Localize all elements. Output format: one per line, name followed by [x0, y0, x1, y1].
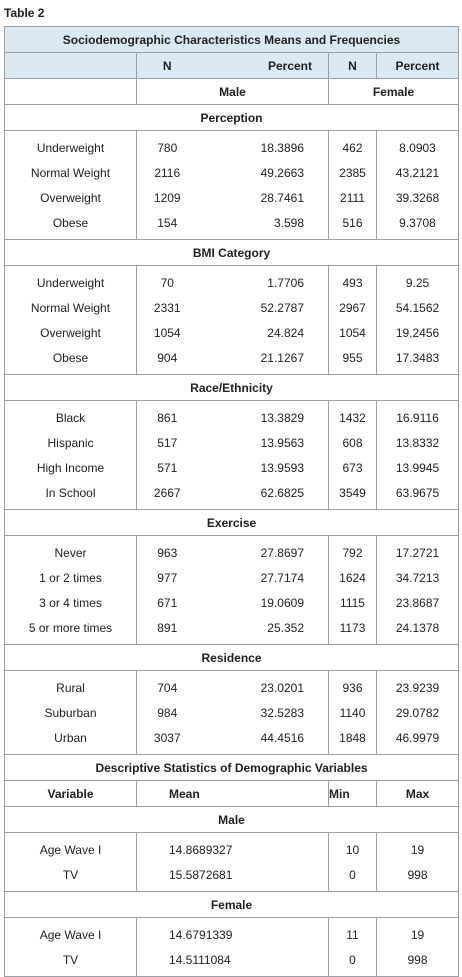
- male-percent-cell: 3.598: [198, 210, 329, 240]
- female-n-cell: 2111: [329, 185, 377, 210]
- table-row: [5, 725, 459, 755]
- male-n-cell: 984: [137, 700, 198, 725]
- max-cell: 998: [377, 862, 459, 892]
- table-row: [5, 455, 459, 480]
- male-n-cell: 154: [137, 210, 198, 240]
- table-row: [5, 565, 459, 590]
- female-n-cell: 1173: [329, 615, 377, 645]
- male-n-cell: 517: [137, 430, 198, 455]
- table-title-row: [5, 27, 459, 53]
- female-percent-cell: 63.9675: [377, 480, 459, 510]
- female-n-cell: 516: [329, 210, 377, 240]
- male-percent-cell: 62.6825: [198, 480, 329, 510]
- female-percent-cell: 23.8687: [377, 590, 459, 615]
- male-percent-cell: 13.9563: [198, 430, 329, 455]
- section-title: Residence: [5, 645, 459, 671]
- male-percent-cell: 18.3896: [198, 131, 329, 161]
- row-label: High Income: [5, 455, 137, 480]
- table-title: Sociodemographic Characteristics Means and Frequencies: [5, 27, 459, 53]
- table-row: [5, 320, 459, 345]
- male-percent-cell: 27.8697: [198, 536, 329, 566]
- variable-cell: Age Wave I: [5, 918, 137, 948]
- descriptive-header-row: [5, 781, 459, 807]
- male-n-cell: 3037: [137, 725, 198, 755]
- table-row: [5, 590, 459, 615]
- min-cell: 11: [329, 918, 377, 948]
- table-row: [5, 401, 459, 431]
- table-row: [5, 266, 459, 296]
- desc-header-mean: Mean: [137, 781, 329, 807]
- table-row: [5, 862, 459, 892]
- male-n-cell: 904: [137, 345, 198, 375]
- female-n-cell: 1432: [329, 401, 377, 431]
- male-percent-cell: 19.0609: [198, 590, 329, 615]
- female-n-cell: 1140: [329, 700, 377, 725]
- max-cell: 19: [377, 833, 459, 863]
- table-row: [5, 131, 459, 161]
- section-title: Perception: [5, 105, 459, 131]
- row-label: Black: [5, 401, 137, 431]
- group-title: Male: [5, 807, 459, 833]
- male-percent-cell: 21.1267: [198, 345, 329, 375]
- female-n-cell: 462: [329, 131, 377, 161]
- female-n-cell: 1624: [329, 565, 377, 590]
- row-label: 1 or 2 times: [5, 565, 137, 590]
- male-percent-cell: 44.4516: [198, 725, 329, 755]
- max-cell: 19: [377, 918, 459, 948]
- male-n-cell: 2331: [137, 295, 198, 320]
- female-n-cell: 608: [329, 430, 377, 455]
- male-percent-cell: 32.5283: [198, 700, 329, 725]
- male-n-cell: 1054: [137, 320, 198, 345]
- section-row: [5, 645, 459, 671]
- table-row: [5, 947, 459, 977]
- female-percent-cell: 17.2721: [377, 536, 459, 566]
- section-row: [5, 510, 459, 536]
- male-percent-cell: 13.9593: [198, 455, 329, 480]
- header-blank: [5, 53, 137, 79]
- female-percent-cell: 39.3268: [377, 185, 459, 210]
- male-n-cell: 2116: [137, 160, 198, 185]
- row-label: Overweight: [5, 320, 137, 345]
- male-n-cell: 671: [137, 590, 198, 615]
- section-row: [5, 375, 459, 401]
- female-percent-cell: 34.7213: [377, 565, 459, 590]
- female-n-cell: 792: [329, 536, 377, 566]
- descriptive-title: Descriptive Statistics of Demographic Variables: [5, 755, 459, 781]
- section-row: [5, 105, 459, 131]
- row-label: 5 or more times: [5, 615, 137, 645]
- row-label: Never: [5, 536, 137, 566]
- column-header-row: [5, 53, 459, 79]
- table-row: [5, 210, 459, 240]
- desc-header-min: Min: [329, 781, 377, 807]
- sociodemographic-table: [4, 26, 459, 977]
- female-n-cell: 1848: [329, 725, 377, 755]
- female-percent-cell: 43.2121: [377, 160, 459, 185]
- male-n-cell: 2667: [137, 480, 198, 510]
- female-percent-cell: 19.2456: [377, 320, 459, 345]
- female-percent-cell: 16.9116: [377, 401, 459, 431]
- row-label: Normal Weight: [5, 295, 137, 320]
- table-row: [5, 295, 459, 320]
- female-n-cell: 673: [329, 455, 377, 480]
- male-percent-cell: 25.352: [198, 615, 329, 645]
- male-label: Male: [137, 79, 329, 105]
- table-row: [5, 833, 459, 863]
- female-percent-cell: 29.0782: [377, 700, 459, 725]
- table-row: [5, 430, 459, 455]
- female-percent-cell: 13.9945: [377, 455, 459, 480]
- row-label: Underweight: [5, 131, 137, 161]
- header-female-percent: Percent: [377, 53, 459, 79]
- section-row: [5, 240, 459, 266]
- mean-cell: 14.5111084: [137, 947, 329, 977]
- header-female-n: N: [329, 53, 377, 79]
- male-n-cell: 963: [137, 536, 198, 566]
- male-percent-cell: 24.824: [198, 320, 329, 345]
- table-row: [5, 700, 459, 725]
- male-percent-cell: 1.7706: [198, 266, 329, 296]
- table-row: [5, 160, 459, 185]
- header-male-n: N: [137, 53, 198, 79]
- group-row: [5, 892, 459, 918]
- min-cell: 10: [329, 833, 377, 863]
- min-cell: 0: [329, 862, 377, 892]
- table-row: [5, 536, 459, 566]
- male-n-cell: 571: [137, 455, 198, 480]
- group-row: [5, 807, 459, 833]
- female-percent-cell: 17.3483: [377, 345, 459, 375]
- table-caption: Table 2: [4, 6, 45, 20]
- female-percent-cell: 9.25: [377, 266, 459, 296]
- variable-cell: TV: [5, 947, 137, 977]
- male-percent-cell: 52.2787: [198, 295, 329, 320]
- male-percent-cell: 27.7174: [198, 565, 329, 590]
- male-n-cell: 977: [137, 565, 198, 590]
- descriptive-title-row: [5, 755, 459, 781]
- variable-cell: Age Wave I: [5, 833, 137, 863]
- row-label: Suburban: [5, 700, 137, 725]
- female-n-cell: 493: [329, 266, 377, 296]
- female-percent-cell: 8.0903: [377, 131, 459, 161]
- male-n-cell: 704: [137, 671, 198, 701]
- table-row: [5, 671, 459, 701]
- sex-blank: [5, 79, 137, 105]
- desc-header-max: Max: [377, 781, 459, 807]
- min-cell: 0: [329, 947, 377, 977]
- male-n-cell: 1209: [137, 185, 198, 210]
- row-label: Obese: [5, 210, 137, 240]
- sex-header-row: [5, 79, 459, 105]
- row-label: Normal Weight: [5, 160, 137, 185]
- male-percent-cell: 28.7461: [198, 185, 329, 210]
- male-percent-cell: 49.2663: [198, 160, 329, 185]
- male-percent-cell: 23.0201: [198, 671, 329, 701]
- row-label: Obese: [5, 345, 137, 375]
- female-percent-cell: 23.9239: [377, 671, 459, 701]
- female-n-cell: 1054: [329, 320, 377, 345]
- female-percent-cell: 9.3708: [377, 210, 459, 240]
- male-n-cell: 861: [137, 401, 198, 431]
- mean-cell: 14.6791339: [137, 918, 329, 948]
- table-row: [5, 615, 459, 645]
- female-percent-cell: 54.1562: [377, 295, 459, 320]
- mean-cell: 14.8689327: [137, 833, 329, 863]
- section-title: BMI Category: [5, 240, 459, 266]
- row-label: Overweight: [5, 185, 137, 210]
- table-row: [5, 480, 459, 510]
- female-n-cell: 2385: [329, 160, 377, 185]
- variable-cell: TV: [5, 862, 137, 892]
- female-n-cell: 3549: [329, 480, 377, 510]
- row-label: Hispanic: [5, 430, 137, 455]
- section-title: Race/Ethnicity: [5, 375, 459, 401]
- female-n-cell: 2967: [329, 295, 377, 320]
- table-row: [5, 345, 459, 375]
- male-n-cell: 891: [137, 615, 198, 645]
- row-label: 3 or 4 times: [5, 590, 137, 615]
- desc-header-variable: Variable: [5, 781, 137, 807]
- female-n-cell: 955: [329, 345, 377, 375]
- row-label: Urban: [5, 725, 137, 755]
- female-percent-cell: 13.8332: [377, 430, 459, 455]
- table-row: [5, 918, 459, 948]
- male-n-cell: 70: [137, 266, 198, 296]
- row-label: Underweight: [5, 266, 137, 296]
- section-title: Exercise: [5, 510, 459, 536]
- female-n-cell: 1115: [329, 590, 377, 615]
- max-cell: 998: [377, 947, 459, 977]
- row-label: Rural: [5, 671, 137, 701]
- male-n-cell: 780: [137, 131, 198, 161]
- male-percent-cell: 13.3829: [198, 401, 329, 431]
- female-percent-cell: 46.9979: [377, 725, 459, 755]
- female-label: Female: [329, 79, 459, 105]
- row-label: In School: [5, 480, 137, 510]
- female-n-cell: 936: [329, 671, 377, 701]
- header-male-percent: Percent: [198, 53, 329, 79]
- female-percent-cell: 24.1378: [377, 615, 459, 645]
- table-row: [5, 185, 459, 210]
- group-title: Female: [5, 892, 459, 918]
- mean-cell: 15.5872681: [137, 862, 329, 892]
